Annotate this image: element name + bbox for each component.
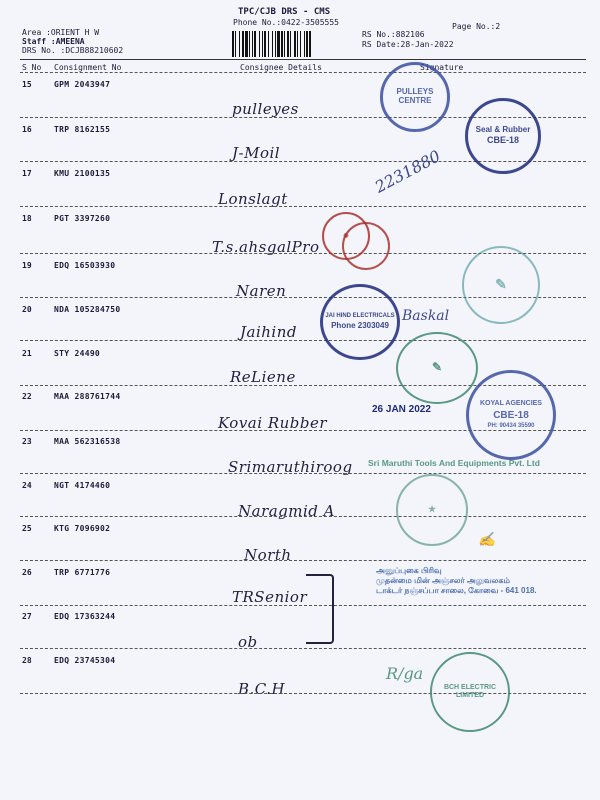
row-consignment: EDQ 16503930: [54, 261, 116, 270]
row-consignment: EDQ 17363244: [54, 612, 116, 621]
row-receiver: ReLiene: [230, 368, 296, 386]
row-consignment: NDA 105284750: [54, 305, 121, 314]
tamil-stamp-line-2: முதன்மை மின் அஞ்சலர் அலுவலகம்: [376, 576, 510, 585]
teal-circle-stamp: [462, 246, 540, 324]
row-receiver: J-Moil: [232, 144, 281, 162]
row-consignment: STY 24490: [54, 349, 101, 358]
row-receiver: Lonslagt: [218, 190, 288, 208]
header-divider-dashed: [20, 72, 586, 73]
green-seal-stamp: ★: [396, 474, 468, 546]
bch-stamp-text: BCH ELECTRIC LIMITED: [443, 684, 497, 699]
rs-date: RS Date:28-Jan-2022: [362, 40, 454, 49]
row-divider: [20, 648, 586, 649]
koyal-stamp-code: CBE-18: [493, 410, 529, 422]
col-header-consignment: Consignment No: [54, 63, 122, 72]
row-sno: 15: [22, 80, 32, 89]
rubber-stamp-code: CBE-18: [486, 135, 519, 146]
row-sno: 20: [22, 305, 32, 314]
sri-maruthi-stamp: Sri Maruthi Tools And Equipments Pvt. Ltd: [368, 458, 540, 468]
row-receiver: Naren: [236, 282, 287, 300]
row-sno: 23: [22, 437, 32, 446]
row-receiver: Jaihind: [240, 323, 297, 341]
koyal-stamp-phone: PH: 90434 35590: [487, 423, 535, 430]
barcode-image: [232, 31, 354, 57]
document-title: TPC/CJB DRS - CMS: [238, 7, 331, 17]
jai-hind-electricals-stamp: [320, 284, 400, 360]
row-receiver: Naragmid A: [238, 502, 336, 520]
row-divider: [20, 473, 586, 474]
row-sno: 16: [22, 125, 32, 134]
row-receiver: Srimaruthiroog: [228, 458, 353, 476]
row-sno: 22: [22, 392, 32, 401]
row-sno: 25: [22, 524, 32, 533]
signature-bch: R/ga: [386, 664, 424, 683]
row-sno: 24: [22, 481, 32, 490]
rubber-seal-stamp: [465, 98, 541, 174]
row-consignment: PGT 3397260: [54, 214, 111, 223]
rs-number: RS No.:882106: [362, 30, 425, 39]
green-circle-stamp: [396, 332, 478, 404]
row-sno: 19: [22, 261, 32, 270]
row-receiver: pulleyes: [232, 100, 299, 118]
rubber-stamp-text: Seal & Rubber: [475, 124, 531, 134]
pulleys-stamp-text: PULLEYS CENTRE: [396, 87, 434, 105]
row-divider: [20, 516, 586, 517]
tamil-post-office-stamp: [376, 566, 537, 596]
signature-jaihind: Baskal: [402, 308, 450, 324]
row-consignment: TRP 6771776: [54, 568, 111, 577]
page-number: Page No.:2: [452, 22, 501, 31]
staff-label: Staff :AMEENA: [22, 37, 85, 46]
phone-number: Phone No.:0422-3505555: [233, 18, 339, 27]
row-sno: 21: [22, 349, 32, 358]
row-sno: 26: [22, 568, 32, 577]
koyal-stamp-text: KOYAL AGENCIES: [480, 400, 542, 408]
row-divider: [20, 206, 586, 207]
signature-north: ✍: [478, 532, 496, 548]
row-consignment: GPM 2043947: [54, 80, 111, 89]
row-consignment: MAA 562316538: [54, 437, 121, 446]
row-receiver: ob: [238, 633, 258, 651]
bch-electric-stamp: [430, 652, 510, 732]
row-consignment: MAA 288761744: [54, 392, 121, 401]
row-sno: 17: [22, 169, 32, 178]
row-receiver: TRSenior: [232, 588, 308, 606]
row-receiver: Kovai Rubber: [218, 414, 328, 432]
row-sno: 18: [22, 214, 32, 223]
col-header-sno: S No: [22, 63, 42, 72]
tamil-stamp-line-3: டாக்டர் நஞ்சப்பா சாலை, கோவை - 641 018.: [376, 586, 537, 595]
signature-mark-icon: ✎: [431, 360, 443, 375]
header-divider: [20, 59, 586, 60]
row-receiver: T.s.ahsgalPro: [212, 238, 320, 256]
handwritten-number: 2231880: [371, 146, 444, 197]
row-receiver: North: [244, 546, 292, 564]
col-header-consignee: Consignee Details: [240, 63, 322, 72]
signature-mark-icon: ✎: [495, 276, 507, 293]
drs-number: DRS No. :DCJB88210602: [22, 46, 124, 55]
row-sno: 27: [22, 612, 32, 621]
bracket-mark: [306, 574, 334, 644]
koyal-agencies-stamp: [466, 370, 556, 460]
row-divider: [20, 605, 586, 606]
area-label: Area :ORIENT H W: [22, 28, 100, 37]
row-divider: [20, 560, 586, 561]
row-consignment: NGT 4174460: [54, 481, 111, 490]
row-consignment: KTG 7096902: [54, 524, 111, 533]
row-consignment: TRP 8162155: [54, 125, 111, 134]
row-sno: 28: [22, 656, 32, 665]
col-header-signature: Signature: [420, 63, 464, 72]
date-stamp: 26 JAN 2022: [372, 404, 431, 415]
row-consignment: KMU 2100135: [54, 169, 111, 178]
row-consignment: EDQ 23745304: [54, 656, 116, 665]
row-receiver: B.C.H: [238, 680, 286, 698]
red-circle-stamp-2: [342, 222, 390, 270]
jaihind-stamp-phone: Phone 2303049: [331, 320, 389, 330]
jaihind-stamp-text: JAI HIND ELECTRICALS: [325, 313, 395, 320]
row-divider: [20, 340, 586, 341]
red-circle-stamp: ◉: [322, 212, 370, 260]
pulleys-centre-stamp: [380, 62, 450, 132]
tamil-stamp-line-1: அனுப்புகை பிரிவு: [376, 566, 442, 575]
